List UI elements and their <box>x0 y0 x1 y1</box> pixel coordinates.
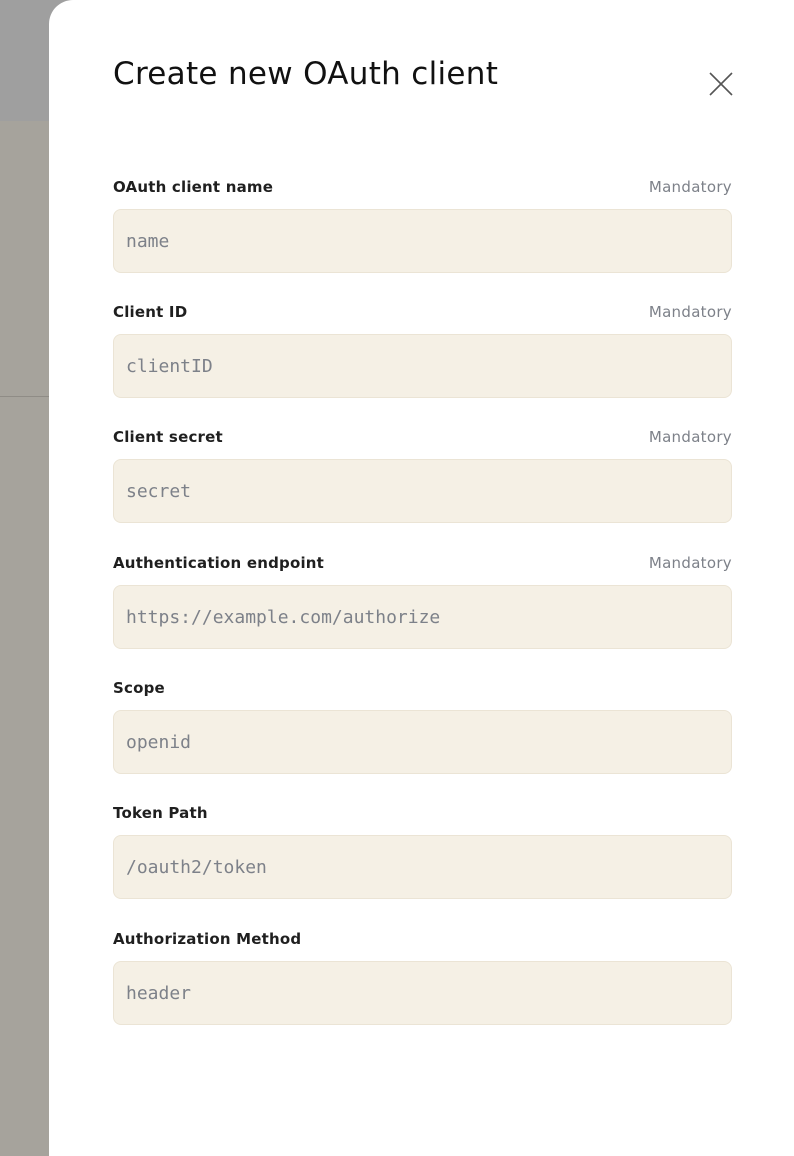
field-client-id <box>113 303 732 398</box>
mandatory-badge: Mandatory <box>648 303 732 321</box>
auth-endpoint-label: Authentication endpoint <box>113 554 325 572</box>
authorization-method-label: Authorization Method <box>113 930 302 948</box>
mandatory-badge: Mandatory <box>648 178 732 196</box>
field-client-name <box>113 178 732 273</box>
field-authorization-method <box>113 930 732 1025</box>
token-path-input[interactable] <box>113 835 732 899</box>
client-name-input[interactable] <box>113 209 732 273</box>
field-auth-endpoint <box>113 554 732 649</box>
client-id-input[interactable] <box>113 334 732 398</box>
field-scope <box>113 679 732 774</box>
scope-input[interactable] <box>113 710 732 774</box>
client-name-label: OAuth client name <box>113 178 274 196</box>
scope-label: Scope <box>113 679 165 697</box>
mandatory-badge: Mandatory <box>648 554 732 572</box>
client-secret-input[interactable] <box>113 459 732 523</box>
mandatory-badge: Mandatory <box>648 428 732 446</box>
modal-title: Create new OAuth client <box>113 56 499 92</box>
auth-endpoint-input[interactable] <box>113 585 732 649</box>
client-secret-label: Client secret <box>113 428 223 446</box>
authorization-method-input[interactable] <box>113 961 732 1025</box>
oauth-client-modal <box>49 0 794 1156</box>
oauth-client-form <box>113 178 732 1025</box>
close-icon <box>707 70 735 98</box>
field-client-secret <box>113 428 732 523</box>
field-token-path <box>113 804 732 899</box>
close-button[interactable] <box>707 70 735 98</box>
token-path-label: Token Path <box>113 804 208 822</box>
client-id-label: Client ID <box>113 303 188 321</box>
